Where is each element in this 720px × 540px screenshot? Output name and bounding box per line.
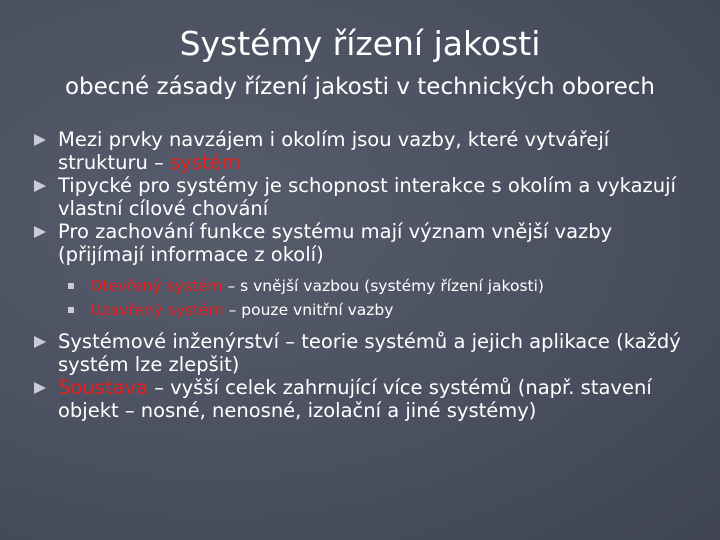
bullet-text: Pro zachování funkce systému mají význam vnější vazby (přijímají informace z okolí) [58, 220, 613, 266]
sub-bullet-highlight: Otevřený systém [90, 277, 223, 295]
slide-body [32, 128, 692, 422]
bullet-text: – vyšší celek zahrnující více systémů (např. stavení objekt – nosné, nenosné, izolační a jiné systémy) [58, 376, 652, 422]
triangle-bullet-icon [34, 226, 46, 238]
triangle-bullet-icon [34, 180, 46, 192]
bullet-item [32, 174, 692, 220]
bullet-highlight: Soustava [58, 376, 148, 399]
bullet-item [32, 220, 692, 266]
sub-bullet-item [32, 274, 692, 298]
sub-bullet-text: – s vnější vazbou (systémy řízení jakosti) [222, 277, 544, 295]
sub-bullet-item [32, 298, 692, 322]
bullet-item [32, 376, 692, 422]
bullet-highlight: systém [170, 151, 241, 174]
slide-subtitle: obecné zásady řízení jakosti v technických oborech [64, 74, 655, 100]
square-bullet-icon [68, 283, 74, 289]
square-bullet-icon [68, 307, 74, 313]
sub-bullet-text: – pouze vnitřní vazby [223, 301, 394, 319]
bullet-text: Mezi prvky navzájem i okolím jsou vazby, které vytvářejí strukturu – [58, 128, 610, 174]
bullet-text: Systémové inženýrství – teorie systémů a jejich aplikace (každý systém lze zlepšit) [58, 330, 681, 376]
bullet-item [32, 330, 692, 376]
bullet-text: Tipycké pro systémy je schopnost interakce s okolím a vykazují vlastní cílové chování [58, 174, 676, 220]
triangle-bullet-icon [34, 382, 46, 394]
sub-bullet-highlight: Uzavřený systém [90, 301, 224, 319]
triangle-bullet-icon [34, 134, 46, 146]
bullet-item [32, 128, 692, 174]
triangle-bullet-icon [34, 336, 46, 348]
slide-title: Systémy řízení jakosti [179, 24, 541, 63]
